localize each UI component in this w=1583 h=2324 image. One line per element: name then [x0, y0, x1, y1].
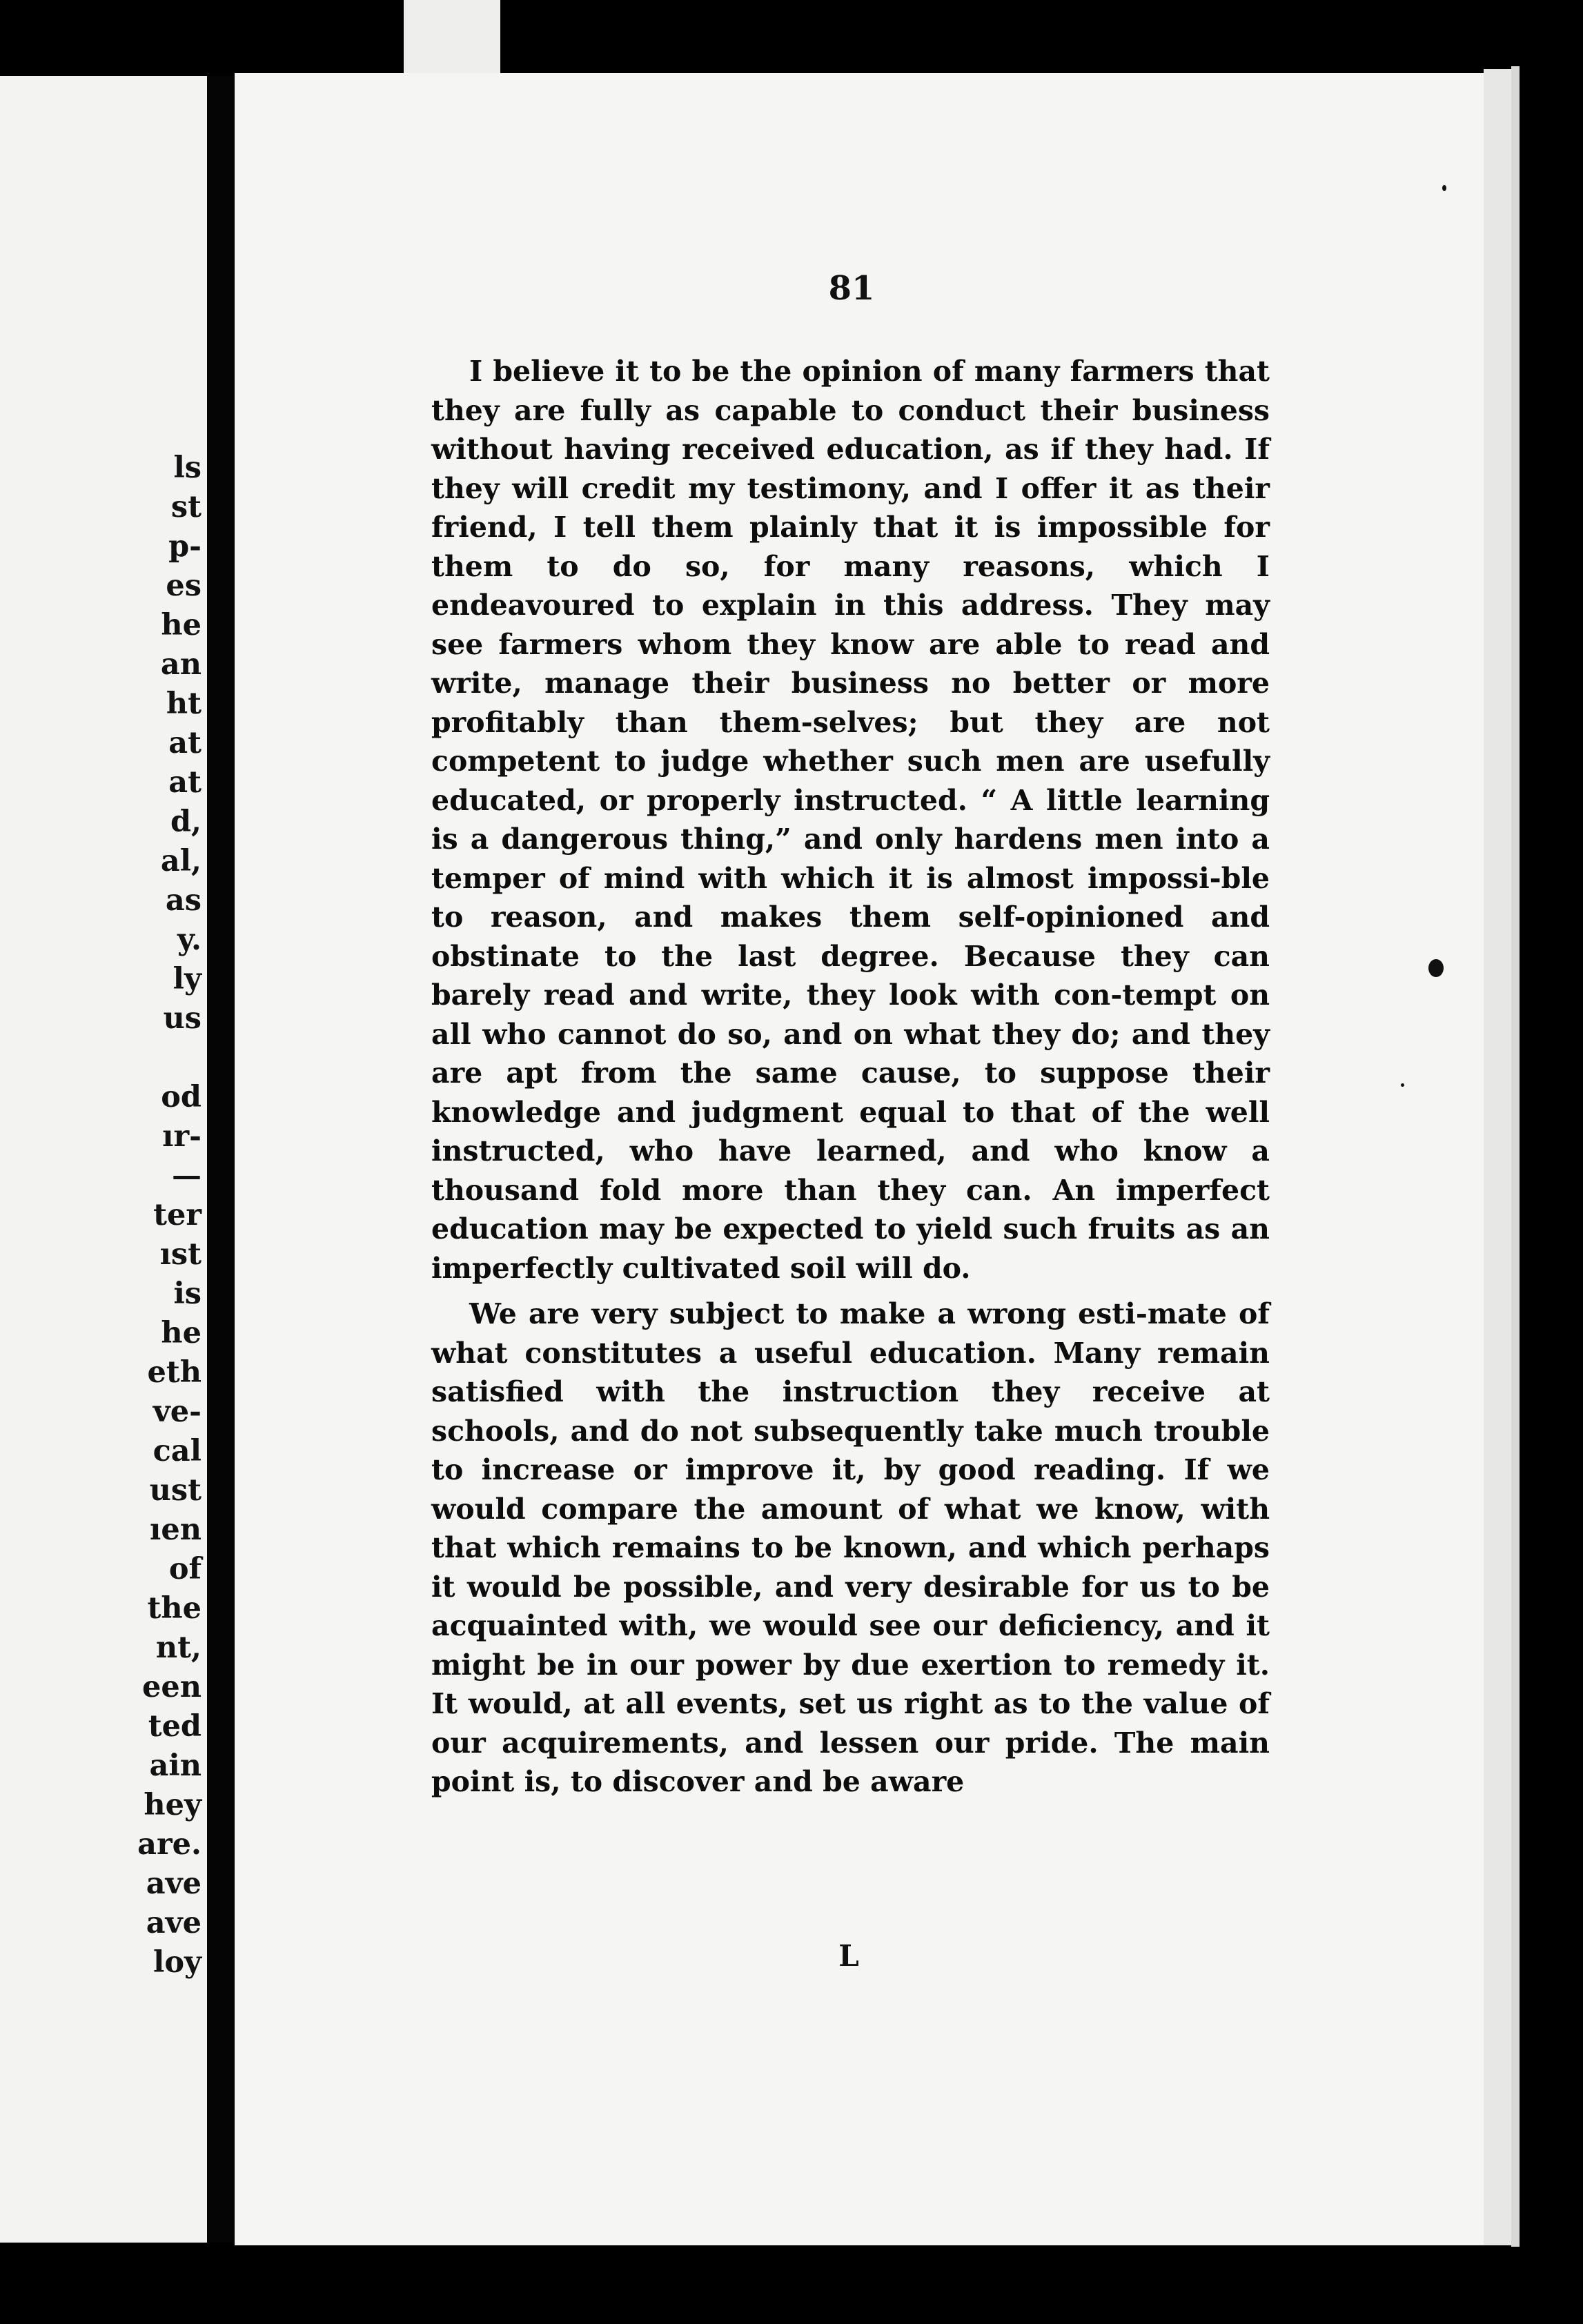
left-page-fragment: us	[163, 1001, 201, 1036]
left-page-fragment: ıst	[159, 1237, 201, 1272]
left-page-fragment: p-	[168, 529, 201, 564]
left-page-fragment: ht	[166, 687, 201, 721]
left-page-fragment: is	[173, 1277, 201, 1311]
left-page-fragment: al,	[160, 844, 201, 878]
left-page-fragment: y.	[177, 923, 201, 957]
left-page-fragment: are.	[137, 1827, 201, 1862]
left-page-fragment: ır-	[162, 1119, 201, 1154]
left-page-fragment: hey	[144, 1788, 201, 1822]
left-page-fragment: ave	[146, 1867, 201, 1901]
left-page-fragment: ıen	[150, 1513, 201, 1547]
left-page-fragment: ls	[173, 451, 201, 485]
left-page-fragment: ted	[148, 1709, 201, 1744]
left-page-fragment: —	[172, 1159, 201, 1193]
left-page-fragment: as	[165, 883, 201, 918]
left-page-fragment: ave	[146, 1906, 201, 1940]
left-page-fragment: d,	[170, 805, 201, 839]
left-facing-page	[0, 76, 207, 2243]
left-page-fragment: the	[147, 1591, 201, 1626]
left-page-fragment: loy	[153, 1945, 201, 1980]
left-page-text-fragments	[137, 449, 201, 1982]
left-page-fragment: cal	[153, 1434, 201, 1468]
left-page-fragment: eth	[147, 1355, 201, 1390]
left-page-fragment: od	[161, 1080, 201, 1114]
left-page-fragment: he	[161, 608, 201, 642]
left-page-fragment: nt,	[155, 1631, 201, 1665]
left-page-fragment: ve-	[153, 1395, 201, 1429]
paragraph-2: We are very subject to make a wrong esti-mate of what constitutes a useful education. Many remain satisfied with the instruction they receive at schools, and do not subsequently take much trouble to increase or improve it, by good reading. If we would compare the amount of what we know, with that which remains to be known, and which perhaps it would be possible, and very desirable for us to be acquainted with, we would see our deficiency, and it might be in our power by due exertion to remedy it. It would, at all events, set us right as to the value of our acquirements, and lessen our pride. The main point is, to discover and be aware	[431, 1297, 1270, 1798]
left-page-fragment: ain	[149, 1749, 201, 1783]
page-edge-shade	[1484, 69, 1511, 2245]
ink-speck	[1442, 185, 1446, 191]
page-tab	[404, 0, 500, 76]
page-edge	[1511, 66, 1520, 2247]
signature-mark: L	[838, 1939, 859, 1973]
left-page-fragment	[137, 1038, 201, 1078]
left-page-fragment: at	[168, 726, 201, 760]
page-number: 81	[828, 269, 875, 308]
left-page-fragment: ust	[149, 1473, 201, 1508]
left-page-fragment: ly	[173, 962, 201, 996]
left-page-fragment: es	[166, 569, 201, 603]
left-page-fragment: at	[168, 765, 201, 800]
left-page-fragment: of	[168, 1552, 201, 1586]
left-page-fragment: st	[170, 490, 201, 524]
body-text	[431, 352, 1270, 1802]
ink-speck	[1401, 1083, 1404, 1087]
ink-spot	[1428, 959, 1444, 977]
left-page-fragment: he	[161, 1316, 201, 1350]
left-page-fragment: an	[160, 647, 201, 682]
left-page-fragment: ter	[153, 1198, 201, 1232]
left-page-fragment: een	[142, 1670, 201, 1704]
book-gutter	[207, 76, 235, 2243]
paragraph-1: I believe it to be the opinion of many farmers that they are fully as capable to conduct their business without having received education, as if they had. If they will credit my testimony, and I offer it as their friend, I tell them plainly that it is impossible for them to do so, for many reasons, which I endeavoured to explain in this address. They may see farmers whom they know are able to read and write, manage their business no better or more profitably than them-selves; but they are not competent to judge whether such men are usefully educated, or properly instructed. “ A little learning is a dangerous thing,” and only hardens men into a temper of mind with which it is almost impossi-ble to reason, and makes them self-opinioned and obstinate to the last degree. Because they can barely read and write, they look with con-tempt on all who cannot do so, and on what they do; and they are apt from the same cause, to suppose their knowledge and judgment equal to that of the well instructed, who have learned, and who know a thousand fold more than they can. An imperfect education may be expected to yield such fruits as an imperfectly cultivated soil will do.	[431, 355, 1270, 1285]
